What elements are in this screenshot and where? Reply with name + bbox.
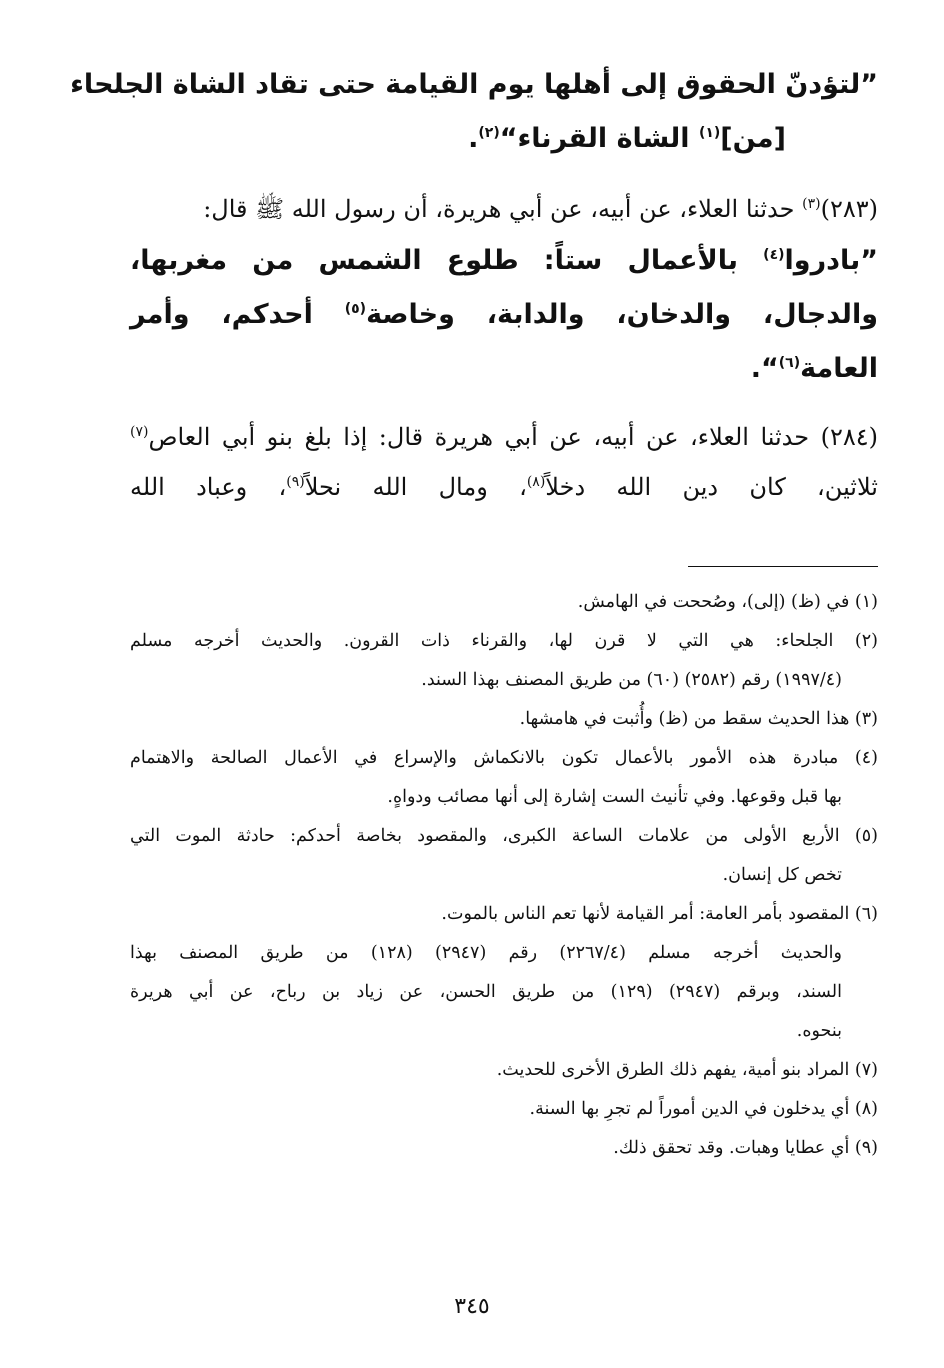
footnote-7: (٧) المراد بنو أمية، يفهم ذلك الطرق الأخرى للحديث.: [496, 1060, 878, 1080]
footnote-6-line-4: بنحوه.: [796, 1021, 842, 1041]
hadith-283-line-1: [130, 234, 878, 288]
hadith-283-line-3: [130, 342, 878, 396]
hadith-283-l2-a: والدجال، والدخان، والدابة، وخاصة: [366, 299, 878, 330]
footnote-6-line-1: (٦) المقصود بأمر العامة: أمر القيامة لأنها تعم الناس بالموت.: [441, 904, 878, 924]
footnote-ref-8: (٨): [526, 474, 546, 490]
footnote-2-line-1: (٢) الجلحاء: هي التي لا قرن لها، والقرناء ذات القرون. والحديث أخرجه مسلم: [130, 631, 878, 651]
hadith-284-l2-c: ، وعباد الله: [130, 473, 287, 501]
footnote-5-line-1: (٥) الأربع الأولى من علامات الساعة الكبرى، والمقصود بخاصة أحدكم: حادثة الموت التي: [130, 826, 878, 846]
hadith-283-l3-a: العامة: [800, 353, 878, 384]
hadith-282-line-2-text: الشاة القرناء“: [499, 123, 699, 154]
footnotes: [130, 583, 878, 1168]
footnote-ref-6: (٦): [778, 355, 801, 371]
hadith-283-l3-b: “.: [750, 353, 779, 384]
footnote-ref-4: (٤): [763, 247, 785, 263]
hadith-282-line-2: [130, 112, 878, 166]
footnote-ref-1: (١): [698, 125, 721, 141]
hadith-284-line-1: [130, 412, 878, 462]
hadith-282-line-1-text: ”لتؤدنّ الحقوق إلى أهلها يوم القيامة حتى تقاد الشاة الجلحاء: [70, 69, 878, 100]
hadith-284-line-2: [130, 462, 878, 512]
footnote-ref-3: (٣): [802, 196, 821, 212]
period: .: [468, 123, 479, 154]
hadith-282-text: [70, 58, 878, 166]
footnote-ref-2: (٢): [478, 125, 500, 141]
hadith-283-number: (٢٨٣): [820, 195, 878, 223]
page-number: ٣٤٥: [454, 1294, 490, 1319]
footnote-4-line-1: (٤) مبادرة هذه الأمور بالأعمال تكون بالانكماش والإسراع في الأعمال الصالحة والاهتمام: [130, 748, 878, 768]
footnote-1: (١) في (ظ) (إلى)، وصُححت في الهامش.: [577, 592, 878, 612]
hadith-284-l1-a: (٢٨٤) حدثنا العلاء، عن أبيه، عن أبي هريرة قال: إذا بلغ بنو أبي العاص: [148, 423, 878, 451]
footnote-2-line-2: (١٩٩٧/٤) رقم (٢٥٨٢) (٦٠) من طريق المصنف بهذا السند.: [421, 670, 842, 690]
hadith-284-l2-a: ثلاثين، كان دين الله دخلاً: [545, 473, 878, 501]
footnote-5-line-2: تخص كل إنسان.: [722, 865, 842, 885]
footnote-ref-5: (٥): [344, 301, 367, 317]
hadith-284: [130, 412, 878, 512]
hadith-283-line-2: [130, 288, 878, 342]
hadith-282-line-1: [70, 58, 878, 112]
hadith-283-l1-b: بالأعمال ستاً: طلوع الشمس من مغربها،: [130, 245, 764, 276]
hadith-283-l1-a: ”بادروا: [784, 245, 878, 276]
footnote-3: (٣) هذا الحديث سقط من (ظ) وأُثبت في هامشها.: [519, 709, 878, 729]
bracket-text: [من]: [720, 123, 786, 154]
footnote-9: (٩) أي عطايا وهبات. وقد تحقق ذلك.: [613, 1138, 878, 1158]
hadith-283: [130, 184, 878, 396]
footnote-8: (٨) أي يدخلون في الدين أموراً لم تجرِ بها السنة.: [529, 1099, 878, 1119]
footnote-ref-7: (٧): [130, 424, 149, 440]
footnote-6-line-2: والحديث أخرجه مسلم (٢٢٦٧/٤) رقم (٢٩٤٧) (١٢٨) من طريق المصنف بهذا: [130, 943, 842, 963]
hadith-283-isnad: [130, 184, 878, 234]
footnote-6-line-3: السند، وبرقم (٢٩٤٧) (١٢٩) من طريق الحسن، عن زياد بن رباح، عن أبي هريرة: [130, 982, 842, 1002]
footnote-ref-9: (٩): [286, 474, 305, 490]
footnote-separator: [688, 566, 878, 567]
hadith-284-l2-b: ، ومال الله نحلاً: [304, 473, 527, 501]
page-body: [70, 58, 878, 1168]
hadith-283-isnad-text: حدثنا العلاء، عن أبيه، عن أبي هريرة، أن رسول الله ﷺ قال:: [203, 195, 803, 223]
footnote-4-line-2: بها قبل وقوعها. وفي تأنيث الست إشارة إلى أنها مصائب ودواهٍ.: [387, 787, 842, 807]
hadith-283-l2-b: أحدكم، وأمر: [130, 299, 345, 330]
